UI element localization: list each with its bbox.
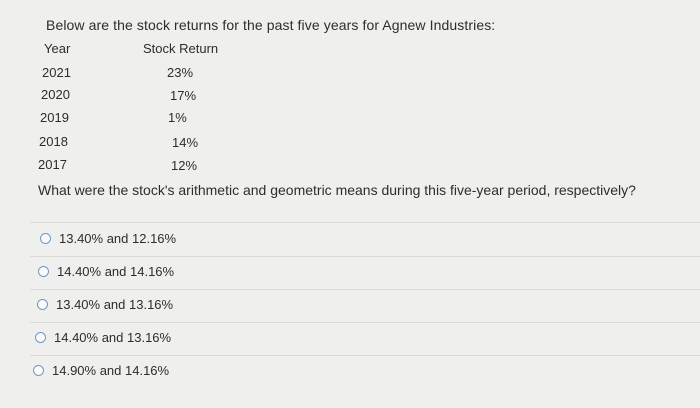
- radio-button-icon[interactable]: [38, 266, 49, 277]
- answer-option-label: 14.40% and 14.16%: [57, 264, 175, 279]
- answer-option-label: 13.40% and 12.16%: [59, 231, 177, 246]
- question-text: What were the stock's arithmetic and geometric means during this five-year period, respectively?: [38, 182, 636, 198]
- divider: [30, 355, 700, 356]
- divider: [30, 289, 700, 290]
- return-cell: 14%: [172, 135, 199, 150]
- radio-button-icon[interactable]: [37, 299, 48, 310]
- year-cell: 2017: [38, 157, 67, 172]
- divider: [30, 256, 700, 257]
- year-cell: 2021: [42, 65, 71, 80]
- return-cell: 1%: [168, 110, 187, 125]
- answer-option-label: 14.90% and 14.16%: [52, 363, 170, 378]
- year-column-header: Year: [44, 41, 71, 56]
- year-cell: 2020: [41, 87, 70, 102]
- radio-button-icon[interactable]: [35, 332, 46, 343]
- answer-option-label: 13.40% and 13.16%: [56, 297, 174, 312]
- divider: [30, 222, 700, 223]
- answer-option-label: 14.40% and 13.16%: [54, 330, 172, 345]
- radio-button-icon[interactable]: [40, 233, 51, 244]
- year-cell: 2019: [40, 110, 69, 125]
- answer-option[interactable]: [35, 330, 171, 345]
- year-cell: 2018: [39, 134, 68, 149]
- answer-option[interactable]: [33, 363, 169, 378]
- return-cell: 17%: [170, 88, 197, 103]
- return-column-header: Stock Return: [143, 41, 219, 56]
- answer-option[interactable]: [37, 297, 173, 312]
- answer-option[interactable]: [38, 264, 174, 279]
- return-cell: 12%: [171, 158, 198, 173]
- intro-text: Below are the stock returns for the past five years for Agnew Industries:: [46, 17, 496, 33]
- answer-option[interactable]: [40, 231, 176, 246]
- return-cell: 23%: [167, 65, 194, 80]
- radio-button-icon[interactable]: [33, 365, 44, 376]
- divider: [30, 322, 700, 323]
